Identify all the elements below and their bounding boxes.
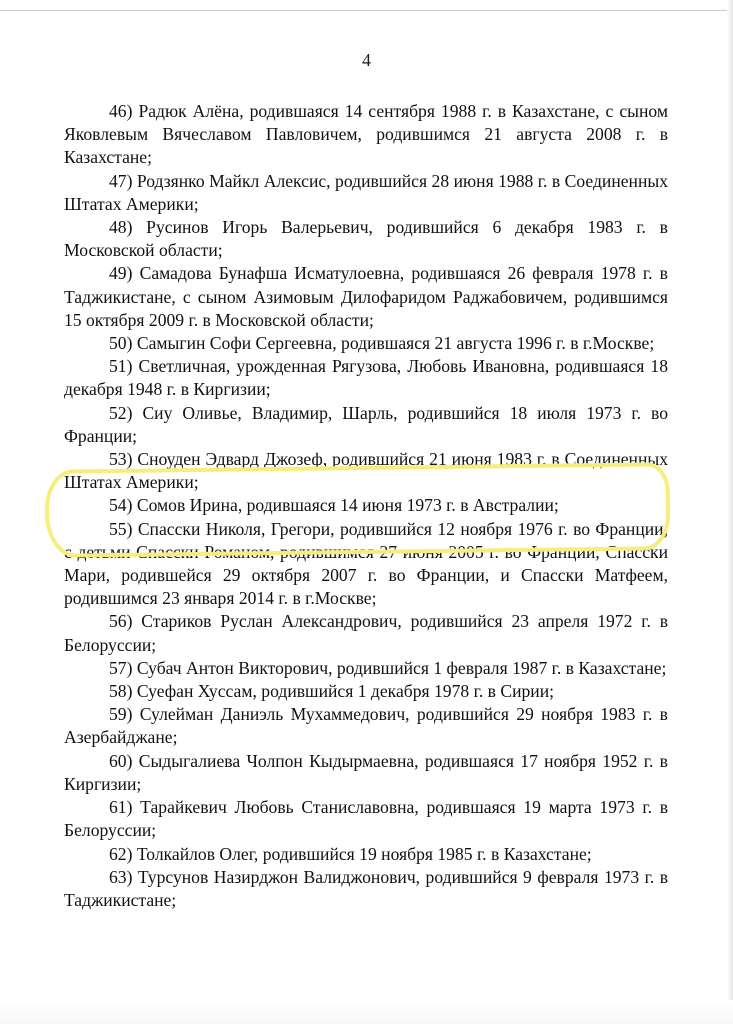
bottom-edge [0,1000,733,1024]
list-item: 54) Сомов Ирина, родившаяся 14 июня 1973 г. в Австралии; [109,495,559,516]
list-item: 62) Толкайлов Олег, родившийся 19 ноября 1985 г. в Казахстане; [109,843,592,864]
list-item: 50) Самыгин Софи Сергеевна, родившаяся 21 августа 1996 г. в г.Москве; [109,333,655,354]
highlighted-list-item: 53) Сноуден Эдвард Джозеф, родившийся 21 июня 1983 г. в Соединенных Штатах Америки; [64,449,668,493]
list-item: 52) Сиу Оливье, Владимир, Шарль, родившийся 18 июля 1973 г. во Франции; [64,402,668,446]
list-item: 51) Светличная, урожденная Рягузова, Любовь Ивановна, родившаяся 18 декабря 1948 г. в Киргизии; [64,356,668,400]
top-border [0,0,733,11]
list-item: 55) Спасски Николя, Грегори, родившийся 12 ноября 1976 г. во Франции, с детьми Спасски Романом, родившимся 27 июня 2005 г. во Франции, Спасски Мари, родившейся 29 октября 2007 г. во Франции, и Спасски Матфеем, родившимся 23 января 2014 г. в г.Москве; [64,518,668,609]
list-item: 60) Сыдыгалиева Чолпон Кыдырмаевна, родившаяся 17 ноября 1952 г. в Киргизии; [64,750,668,794]
page-edge-shadow [727,0,733,1024]
list-item: 47) Родзянко Майкл Алексис, родившийся 28 июня 1988 г. в Соединенных Штатах Америки; [64,170,668,214]
page-number: 4 [362,50,371,70]
list-item: 63) Турсунов Назирджон Валиджонович, родившийся 9 февраля 1973 г. в Таджикистане; [64,866,668,910]
list-item: 48) Русинов Игорь Валерьевич, родившийся 6 декабря 1983 г. в Московской области; [64,217,668,261]
list-item: 61) Тарайкевич Любовь Станиславовна, родившаяся 19 марта 1973 г. в Белоруссии; [64,797,668,841]
list-item: 58) Суефан Хуссам, родившийся 1 декабря 1978 г. в Сирии; [109,681,554,702]
list-item: 49) Самадова Бунафша Исматулоевна, родившаяся 26 февраля 1978 г. в Таджикистане, с сыном Азимовым Дилофаридом Раджабовичем, родившимся 15 октября 2009 г. в Московской области; [64,263,668,330]
list-item: 56) Стариков Руслан Александрович, родившийся 23 апреля 1972 г. в Белоруссии; [64,611,668,655]
list-item: 57) Субач Антон Викторович, родившийся 1 февраля 1987 г. в Казахстане; [109,657,667,678]
entry-list [64,100,668,912]
list-item: 59) Сулейман Даниэль Мухаммедович, родившийся 29 ноября 1983 г. в Азербайджане; [64,704,668,748]
list-item: 46) Радюк Алёна, родившаяся 14 сентября 1988 г. в Казахстане, с сыном Яковлевым Вячеславом Павловичем, родившимся 21 августа 2008 г. в Казахстане; [64,101,668,168]
